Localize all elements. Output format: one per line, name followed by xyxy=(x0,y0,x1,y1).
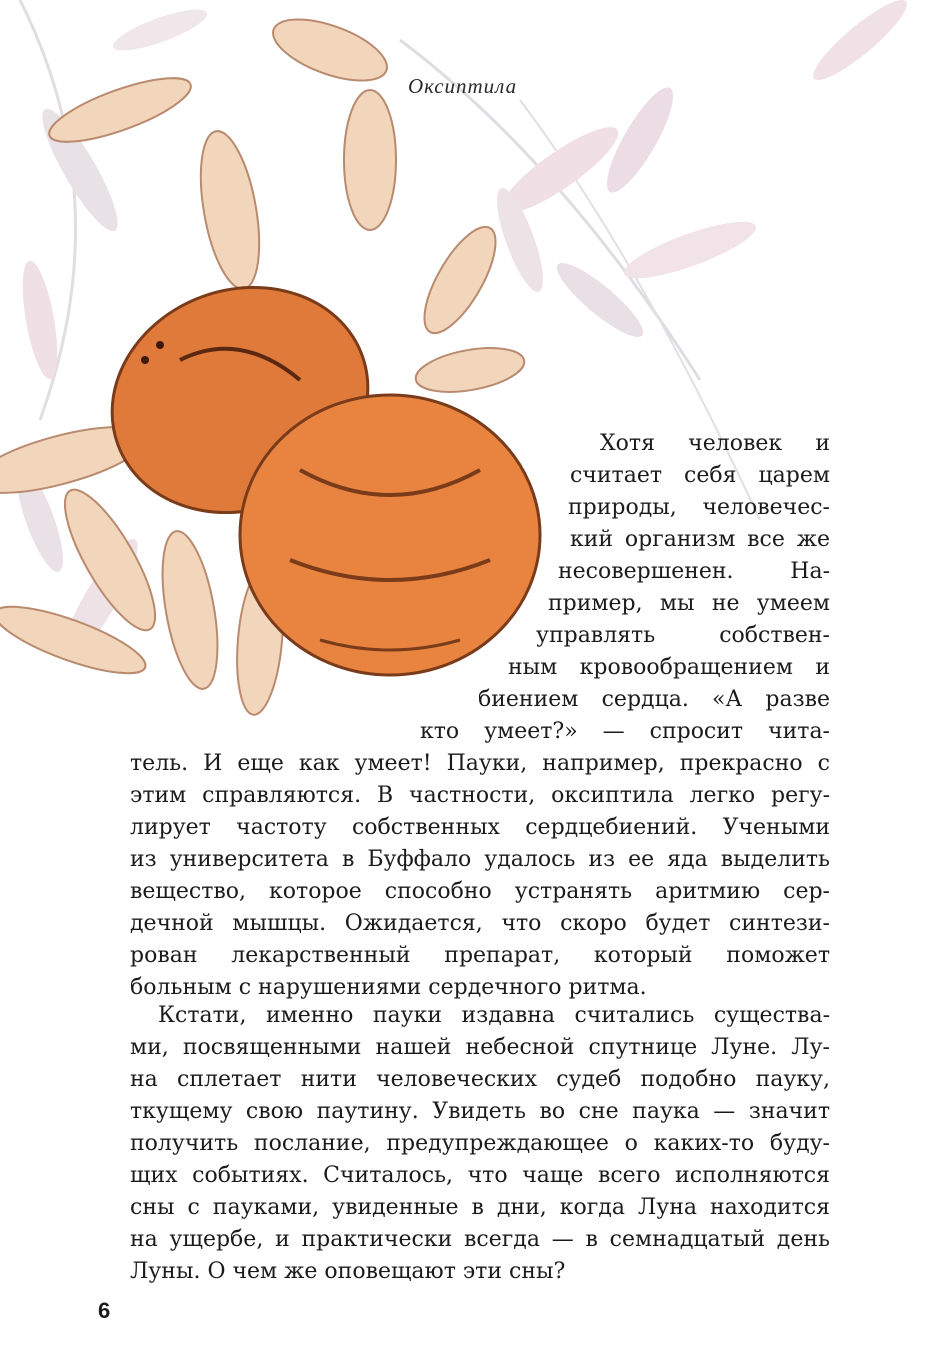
text-line: получить послание, предупреждающее о каких-то буду- xyxy=(130,1131,830,1156)
text-line: ми, посвященными нашей небесной спутнице Луне. Лу- xyxy=(130,1035,830,1060)
text-line: биением сердца. «А разве xyxy=(478,687,830,712)
text-line: кий организм все же xyxy=(570,527,830,552)
text-line: ным кровообращением и xyxy=(508,655,830,680)
text-line: Хотя человек и xyxy=(600,431,830,456)
text-line: рован лекарственный препарат, который поможет xyxy=(130,943,830,968)
text-line: лирует частоту собственных сердцебиений. Учеными xyxy=(130,815,830,840)
text-line: ткущему свою паутину. Увидеть во сне паука — значит xyxy=(130,1099,830,1124)
text-line: несовершенен. На- xyxy=(558,559,830,584)
text-line: сны с пауками, увиденные в дни, когда Луна находится xyxy=(130,1195,830,1220)
text-line: щих событиях. Считалось, что чаще всего исполняются xyxy=(130,1163,830,1188)
text-line: пример, мы не умеем xyxy=(548,591,830,616)
text-line: этим справляются. В частности, оксиптила легко регу- xyxy=(130,783,830,808)
figure-caption: Оксиптила xyxy=(408,74,518,98)
text-line: управлять собствен- xyxy=(536,623,830,648)
text-line: природы, человечес- xyxy=(568,495,830,520)
text-line: на ущербе, и практически всегда — в семнадцатый день xyxy=(130,1227,830,1252)
text-line: кто умеет?» — спросит чита- xyxy=(420,719,830,744)
text-line: Кстати, именно пауки издавна считались существа- xyxy=(158,1003,830,1028)
text-line: тель. И еще как умеет! Пауки, например, прекрасно с xyxy=(130,751,830,776)
text-line: дечной мышцы. Ожидается, что скоро будет синтези- xyxy=(130,911,830,936)
page-number: 6 xyxy=(98,1298,111,1323)
text-line: на сплетает нити человеческих судеб подобно пауку, xyxy=(130,1067,830,1092)
text-line: из университета в Буффало удалось из ее яда выделить xyxy=(130,847,830,872)
text-line: больным с нарушениями сердечного ритма. xyxy=(130,975,647,1000)
text-line: Луны. О чем же оповещают эти сны? xyxy=(130,1259,566,1284)
text-line: считает себя царем xyxy=(570,463,830,488)
text-line: вещество, которое способно устранять аритмию сер- xyxy=(130,879,830,904)
